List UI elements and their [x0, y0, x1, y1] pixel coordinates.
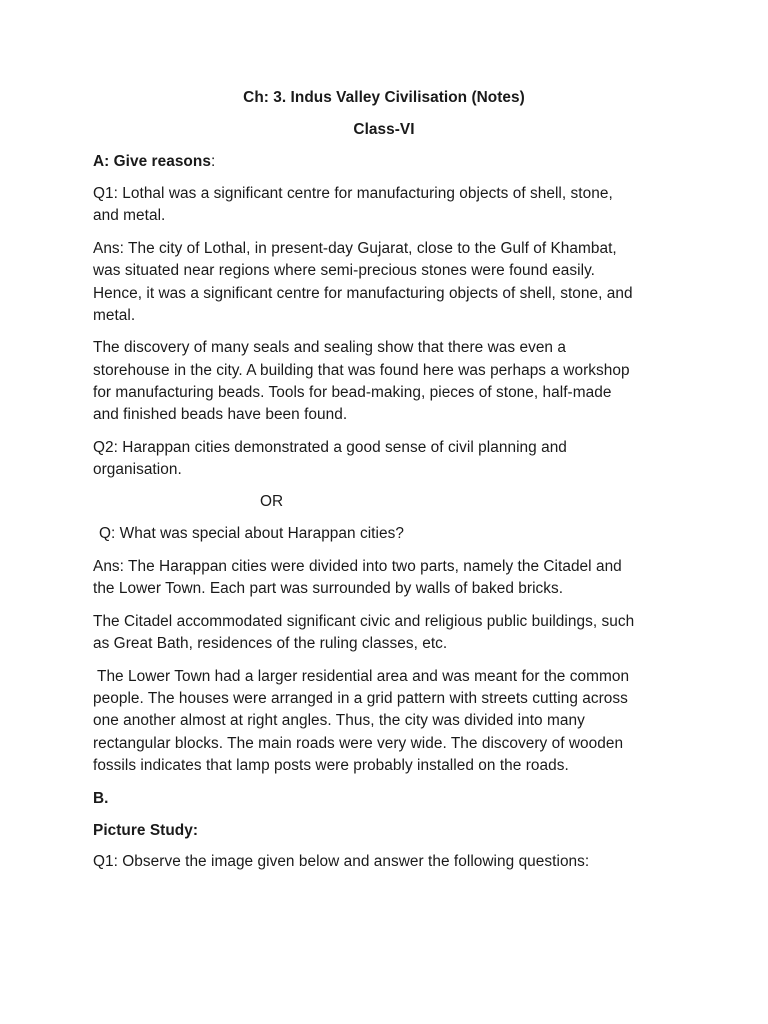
class-label: Class-VI: [353, 121, 415, 138]
a1-line: metal.: [93, 307, 136, 324]
q1-line: Q1: Lothal was a significant centre for manufacturing objects of shell, stone,: [93, 185, 613, 202]
a2-lower-line: one another almost at right angles. Thus, the city was divided into many: [93, 712, 585, 729]
a2-lower-line: people. The houses were arranged in a grid pattern with streets cutting across: [93, 690, 628, 707]
section-b-heading: B.: [93, 790, 109, 807]
section-a-heading-text: A: Give reasons: [93, 153, 211, 170]
a2-lower-line: rectangular blocks. The main roads were very wide. The discovery of wooden: [93, 735, 624, 752]
page-title: Ch: 3. Indus Valley Civilisation (Notes): [243, 89, 525, 106]
section-a-heading: [93, 151, 215, 173]
picture-study-heading: Picture Study:: [93, 822, 199, 839]
a1-cont-line: storehouse in the city. A building that was found here was perhaps a workshop: [93, 362, 630, 379]
q2-line: organisation.: [93, 461, 182, 478]
a2-line: Ans: The Harappan cities were divided into two parts, namely the Citadel and: [93, 558, 622, 575]
alt-question: Q: What was special about Harappan cities?: [99, 525, 404, 542]
a2-citadel-line: as Great Bath, residences of the ruling classes, etc.: [93, 635, 448, 652]
a2-lower-line: fossils indicates that lamp posts were probably installed on the roads.: [93, 757, 569, 774]
picture-study-question: Q1: Observe the image given below and answer the following questions:: [93, 853, 590, 870]
q2-line: Q2: Harappan cities demonstrated a good sense of civil planning and: [93, 439, 567, 456]
a1-line: Ans: The city of Lothal, in present-day Gujarat, close to the Gulf of Khambat,: [93, 240, 617, 257]
a1-cont-line: and finished beads have been found.: [93, 406, 348, 423]
a2-line: the Lower Town. Each part was surrounded by walls of baked bricks.: [93, 580, 564, 597]
or-separator: OR: [260, 493, 284, 510]
q1-line: and metal.: [93, 207, 166, 224]
a1-line: was situated near regions where semi-precious stones were found easily.: [93, 262, 596, 279]
a1-line: Hence, it was a significant centre for manufacturing objects of shell, stone, and: [93, 285, 633, 302]
a2-lower-line: The Lower Town had a larger residential area and was meant for the common: [97, 668, 630, 685]
a1-cont-line: The discovery of many seals and sealing show that there was even a: [93, 339, 566, 356]
a1-cont-line: for manufacturing beads. Tools for bead-making, pieces of stone, half-made: [93, 384, 612, 401]
a2-citadel-line: The Citadel accommodated significant civic and religious public buildings, such: [93, 613, 635, 630]
section-a-heading-colon: :: [210, 153, 216, 170]
